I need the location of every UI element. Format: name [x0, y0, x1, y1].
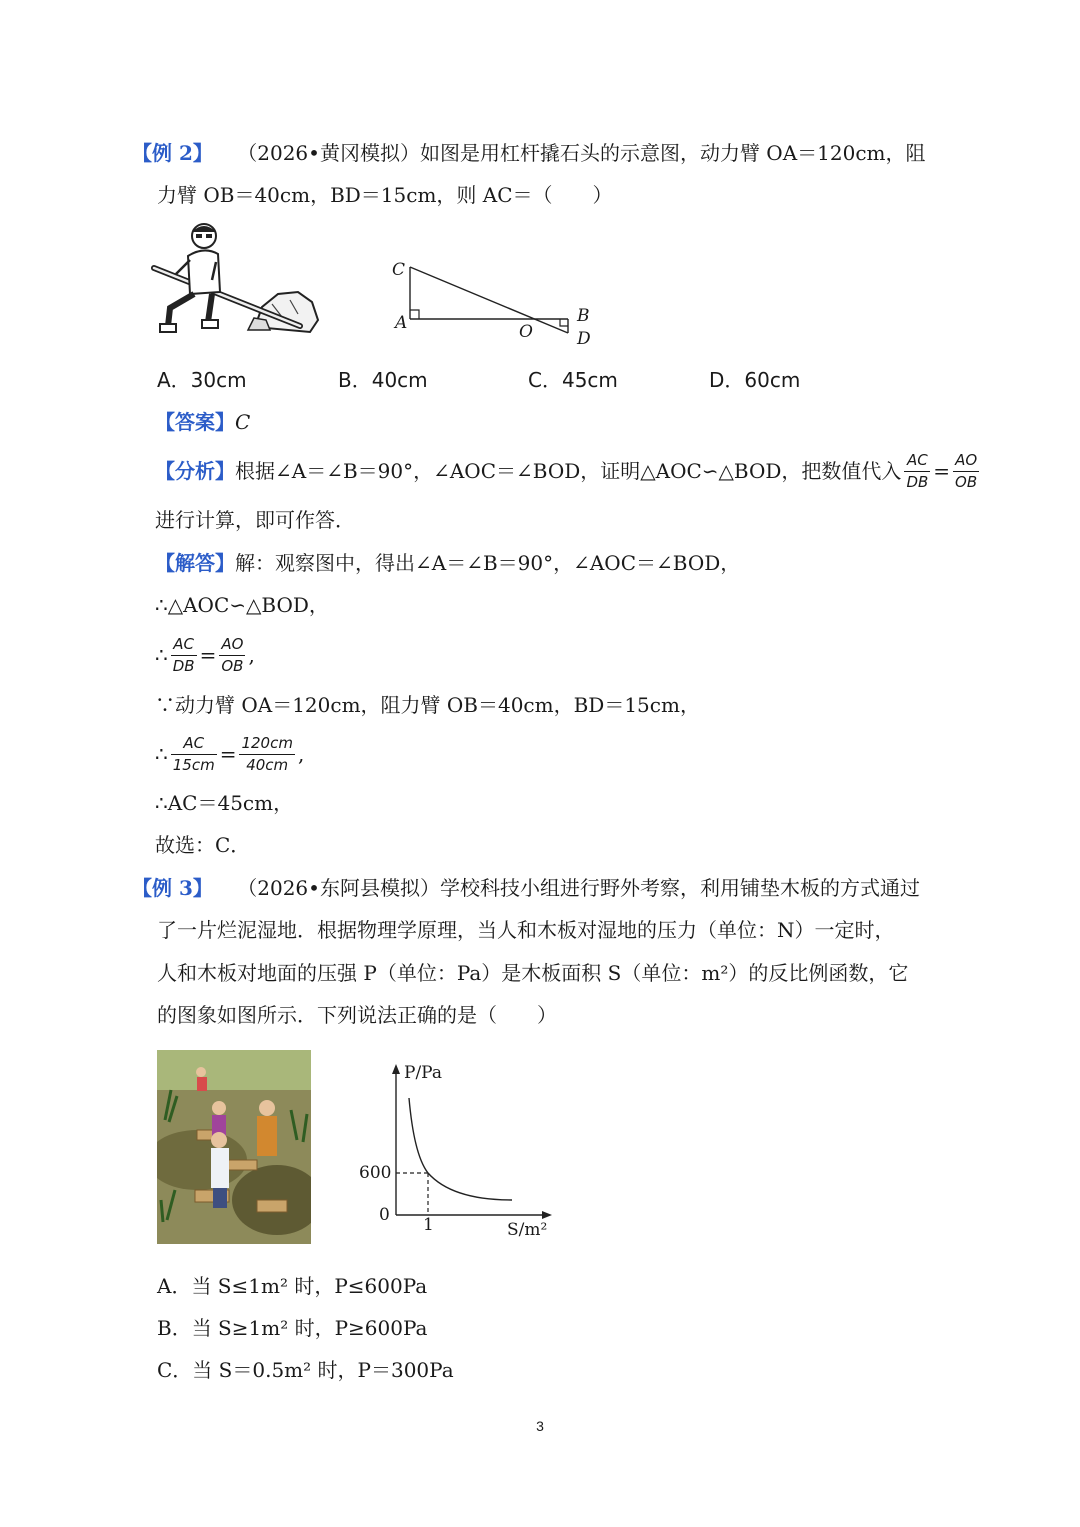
- graph-x-tick: 1: [423, 1215, 434, 1235]
- question-text: （2026•黄冈模拟）如图是用杠杆撬石头的示意图，动力臂 OA＝120cm，阻: [237, 141, 926, 165]
- option-a: A．当 S≤1m² 时，P≤600Pa: [157, 1274, 428, 1298]
- question-text-line2: 了一片烂泥湿地．根据物理学原理，当人和木板对湿地的压力（单位：N）一定时，: [157, 918, 895, 942]
- graph-x-label: S/m²: [507, 1220, 548, 1240]
- label-o: O: [519, 322, 533, 342]
- solution-line2: ∴△AOC∽△BOD，: [155, 593, 329, 617]
- label-b: B: [577, 306, 590, 326]
- option-c: C．45cm: [528, 368, 618, 392]
- inverse-proportion-graph: [352, 1055, 562, 1245]
- example-2-heading: [132, 139, 925, 167]
- graph-y-label: P/Pa: [404, 1063, 442, 1083]
- triangle-lines: [385, 255, 600, 350]
- fraction-ac-15cm: $\frac{AC}{15cm}$: [172, 733, 215, 774]
- answer-line: [155, 408, 250, 436]
- graph-y-tick: 600: [359, 1163, 392, 1183]
- solution-tag: 【解答】: [155, 551, 235, 575]
- label-a: A: [395, 313, 408, 333]
- option-a: A．30cm: [157, 368, 247, 392]
- analysis-text: 根据∠A＝∠B＝90°，∠AOC＝∠BOD，证明△AOC∽△BOD，把数值代入: [235, 459, 902, 483]
- example-tag: 【例 2】: [132, 141, 213, 165]
- solution-line7: 故选：C．: [155, 833, 251, 857]
- solution-line4: ∵动力臂 OA＝120cm，阻力臂 OB＝40cm，BD＝15cm，: [155, 693, 700, 717]
- solution-line1: 【解答】解：观察图中，得出∠A＝∠B＝90°，∠AOC＝∠BOD，: [155, 551, 741, 575]
- label-d: D: [577, 329, 591, 349]
- question-text-line2: 力臂 OB＝40cm，BD＝15cm，则 AC＝（ ）: [157, 183, 613, 207]
- page-number: 3: [536, 1418, 544, 1434]
- fraction-ao-ob-2: $\frac{AO}{OB}$: [221, 634, 244, 675]
- wetland-photo: [157, 1050, 311, 1244]
- solution-line6: ∴AC＝45cm，: [155, 791, 294, 815]
- fraction-ao-ob: $\frac{AO}{OB}$: [955, 450, 978, 491]
- solution-ratio-line: ∴ $\frac{AC}{DB}$ = $\frac{AO}{OB}$ ,: [155, 634, 255, 675]
- fraction-ac-db-2: $\frac{AC}{DB}$: [172, 634, 195, 675]
- label-c: C: [392, 260, 406, 280]
- option-d: D．60cm: [709, 368, 801, 392]
- example-tag: 【例 3】: [132, 876, 213, 900]
- lever-illustration: [150, 222, 320, 340]
- analysis-line: 【分析】 根据∠A＝∠B＝90°，∠AOC＝∠BOD，证明△AOC∽△BOD，把数值代入 $\frac{AC}{DB}$ = $\frac{AO}{OB}$: [155, 450, 978, 491]
- question-text-line4: 的图象如图所示．下列说法正确的是（ ）: [157, 1003, 557, 1027]
- solution-substitution-line: ∴ $\frac{AC}{15cm}$ = $\frac{120cm}{40cm}$ ,: [155, 733, 305, 774]
- example-3-heading: [132, 874, 920, 902]
- analysis-tag: 【分析】: [155, 459, 235, 483]
- question-text-line3: 人和木板对地面的压强 P（单位：Pa）是木板面积 S（单位：m²）的反比例函数，它: [157, 961, 909, 985]
- option-b: B．40cm: [338, 368, 428, 392]
- fraction-ac-db: $\frac{AC}{DB}$: [906, 450, 929, 491]
- option-c: C．当 S＝0.5m² 时，P＝300Pa: [157, 1358, 454, 1382]
- triangle-diagram: [385, 255, 600, 350]
- answer-value: C: [235, 410, 251, 434]
- answer-tag: 【答案】: [155, 410, 235, 434]
- question-text: （2026•东阿县模拟）学校科技小组进行野外考察，利用铺垫木板的方式通过: [237, 876, 920, 900]
- option-b: B．当 S≥1m² 时，P≥600Pa: [157, 1316, 428, 1340]
- analysis-continued: 进行计算，即可作答．: [155, 508, 355, 532]
- graph-origin: 0: [379, 1205, 390, 1225]
- fraction-120-40: $\frac{120cm}{40cm}$: [241, 733, 293, 774]
